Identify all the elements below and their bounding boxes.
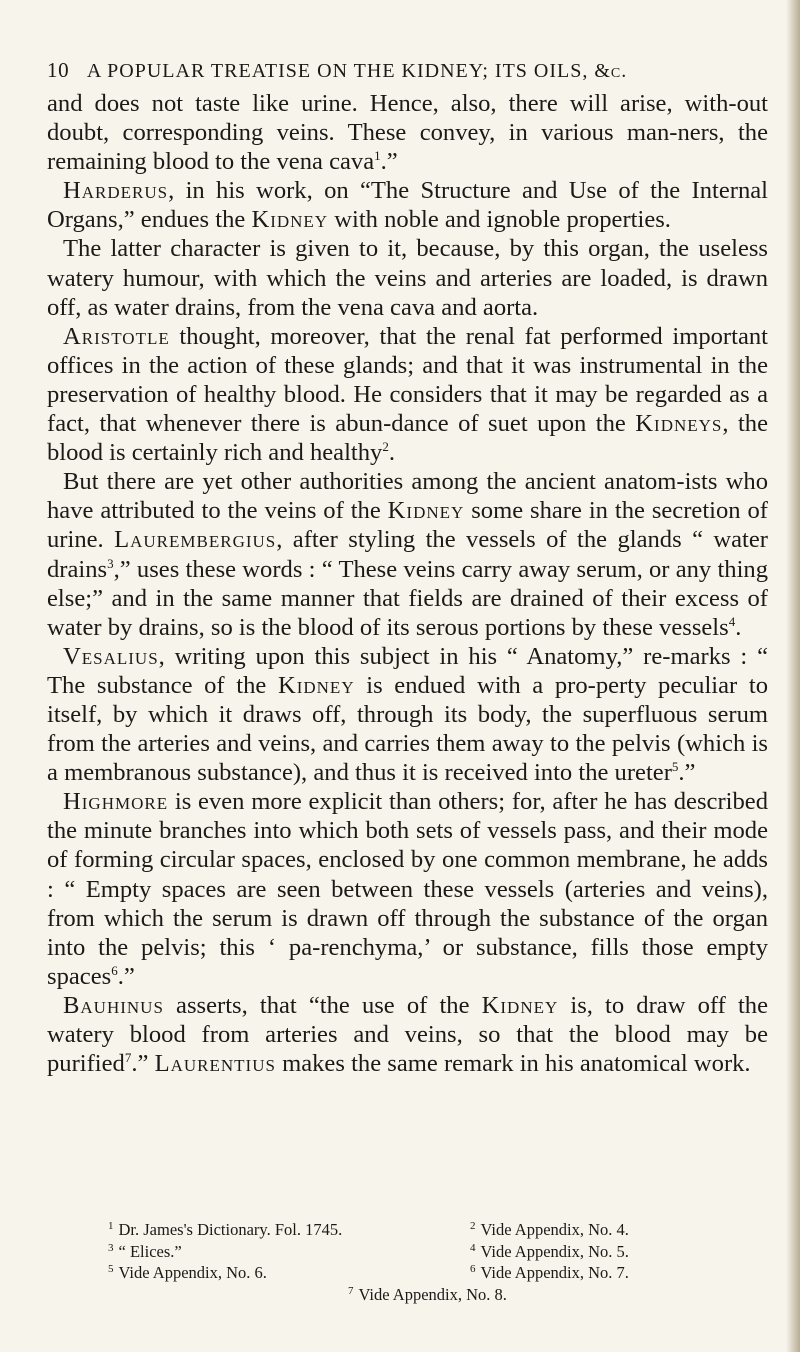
footnote bbox=[108, 1262, 470, 1284]
text-run: The latter character is given to it, because, by this organ, the useless watery humour, with which the veins and arteries are loaded, is drawn off, as water drains, from the vena cava and aorta. bbox=[47, 235, 768, 321]
footnote bbox=[108, 1219, 470, 1241]
footnote-number: 7 bbox=[348, 1284, 354, 1297]
page-number: 10 bbox=[47, 58, 70, 82]
text-run: asserts, that “the use of the bbox=[163, 991, 482, 1019]
page-edge bbox=[786, 0, 800, 1352]
text-run: , in his work, on “The Structure and Use of the Internal Organs,” endues the bbox=[47, 177, 768, 234]
footnote-ref: 5 bbox=[671, 759, 679, 775]
footnote-text: Vide Appendix, No. 7. bbox=[480, 1263, 629, 1282]
footnote-ref: 4 bbox=[728, 613, 736, 629]
author-name: Harderus bbox=[63, 177, 169, 205]
footnote-row bbox=[108, 1284, 768, 1306]
footnote bbox=[470, 1262, 629, 1284]
text-run: .” bbox=[117, 962, 135, 990]
author-name: Aristotle bbox=[63, 322, 170, 350]
author-name: Vesalius bbox=[63, 642, 159, 670]
footnotes bbox=[108, 1219, 768, 1305]
text-run: is, to draw off the watery blood from arteries and veins, so that the blood may be purified bbox=[47, 991, 768, 1078]
author-name: Kidney bbox=[277, 671, 355, 699]
running-header bbox=[47, 58, 767, 83]
footnote-text: Vide Appendix, No. 4. bbox=[480, 1220, 629, 1239]
text-run: makes the same remark in his anatomical work. bbox=[275, 1050, 751, 1078]
footnote-number: 5 bbox=[108, 1263, 114, 1275]
footnote-ref: 1 bbox=[374, 148, 381, 164]
footnote bbox=[470, 1219, 629, 1241]
footnote-ref: 3 bbox=[107, 555, 114, 571]
footnote-row bbox=[108, 1241, 768, 1263]
paragraph bbox=[47, 234, 768, 321]
footnote-row bbox=[108, 1219, 768, 1241]
text-run: . bbox=[735, 613, 742, 641]
author-name: Kidney bbox=[387, 497, 465, 525]
author-name: Highmore bbox=[63, 788, 169, 816]
footnote-ref: 7 bbox=[124, 1050, 132, 1066]
author-name: Bauhinus bbox=[63, 991, 164, 1019]
text-run: thought, moreover, that the renal fat performed important offices in the action of these glands; and that it was instrumental in the preservation of healthy blood. He considers that it may be regarded as a fact, that whenever there is abun-dance of suet upon the bbox=[47, 322, 768, 438]
paragraph bbox=[47, 642, 768, 787]
footnote bbox=[108, 1241, 470, 1263]
text-run: is even more explicit than others; for, after he has described the minute branches into which both sets of vessels pass, and their mode of forming circular spaces, enclosed by one common membrane, he adds : “ Empty spaces are seen between these vessels (arteries and veins), from which the serum is drawn off through the substance of the organ into the pelvis; this ‘ pa-renchyma,’ or substance, fills those empty spaces bbox=[47, 788, 768, 990]
footnote-number: 3 bbox=[108, 1241, 114, 1254]
text-run: and does not taste like urine. Hence, also, there will arise, with-out doubt, corresponding veins. These convey, in various man-ners, the remaining blood to the vena cava bbox=[47, 90, 768, 176]
footnote-number: 6 bbox=[470, 1263, 476, 1275]
footnote-text: Dr. James's Dictionary. Fol. 1745. bbox=[118, 1220, 343, 1239]
text-run: ,” uses these words : “ These veins carry away serum, or any thing else;” and in the same manner that fields are drained of their excess of water by drains, so is the blood of its serous portions by these vessels bbox=[47, 555, 768, 641]
footnote-text: “ Elices.” bbox=[118, 1241, 182, 1261]
author-name: Kidney bbox=[481, 991, 559, 1019]
footnote-text: Vide Appendix, No. 8. bbox=[358, 1284, 507, 1304]
footnote-ref: 6 bbox=[111, 962, 118, 978]
text-run: .” bbox=[131, 1050, 155, 1078]
author-name: Kidney bbox=[251, 206, 329, 234]
running-title: A POPULAR TREATISE ON THE KIDNEY; ITS OILS, &c. bbox=[86, 60, 628, 82]
footnote-text: Vide Appendix, No. 5. bbox=[480, 1241, 629, 1261]
paragraph bbox=[47, 176, 768, 234]
footnote-ref: 2 bbox=[382, 439, 389, 455]
text-run: some share in the secretion of urine. bbox=[47, 497, 768, 554]
text-run: , the blood is certainly rich and healthy bbox=[47, 410, 769, 467]
footnote-text: Vide Appendix, No. 6. bbox=[118, 1263, 267, 1282]
footnote-number: 2 bbox=[470, 1220, 476, 1232]
body-text bbox=[47, 89, 768, 1078]
text-run: with noble and ignoble properties. bbox=[328, 206, 671, 234]
text-run: . bbox=[388, 439, 395, 467]
text-run: , after styling the vessels of the glands “ water drains bbox=[47, 526, 768, 583]
author-name: Kidneys bbox=[635, 410, 723, 438]
paragraph bbox=[47, 89, 768, 176]
footnote-row bbox=[108, 1262, 768, 1284]
text-run: .” bbox=[380, 148, 398, 176]
text-run: , writing upon this subject in his “ Anatomy,” re-marks : “ The substance of the bbox=[47, 642, 768, 699]
footnote-number: 1 bbox=[108, 1220, 114, 1232]
text-run: But there are yet other authorities among the ancient anatom-ists who have attributed to the veins of the bbox=[47, 468, 768, 525]
paragraph bbox=[47, 991, 768, 1078]
paragraph bbox=[47, 322, 768, 467]
author-name: Laurentius bbox=[154, 1050, 276, 1078]
text-run: .” bbox=[678, 759, 696, 787]
paragraph bbox=[47, 467, 768, 642]
footnote-number: 4 bbox=[470, 1241, 476, 1254]
text-run: is endued with a pro-perty peculiar to itself, by which it draws off, through its body, the superfluous serum from the arteries and veins, and carries them away to the pelvis (which is a membranous substance), and thus it is received into the ureter bbox=[47, 671, 768, 787]
footnote bbox=[470, 1241, 629, 1263]
author-name: Laurembergius bbox=[114, 526, 277, 554]
footnote bbox=[348, 1284, 507, 1306]
paragraph bbox=[47, 787, 768, 991]
